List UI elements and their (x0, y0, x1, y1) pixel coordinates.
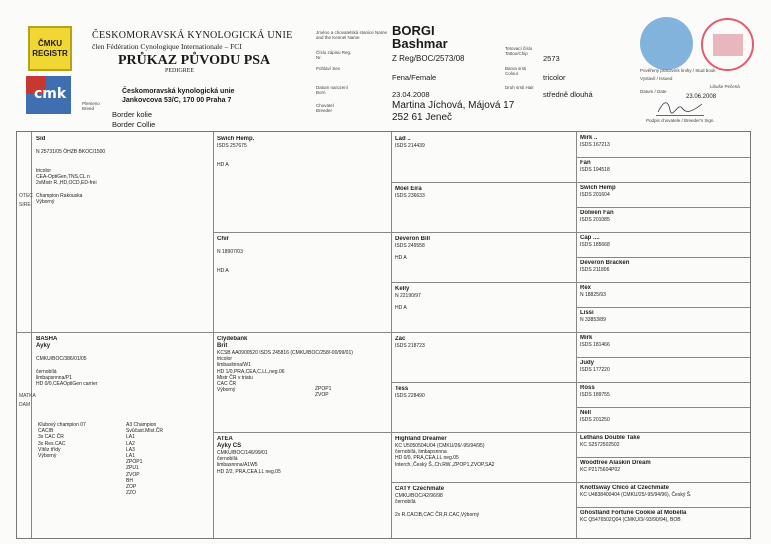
gen4-cell: Knottsway Chico at Czechmate KC U4838400404 (CMKU/25/-95/94/96), Český Š. (580, 485, 692, 498)
breed-cs: Border kolie (112, 110, 153, 119)
cmku-logo-icon: cmk (26, 76, 71, 114)
sire-sire-cell: Swich Hemp. ISDS 257675 HD A (217, 136, 255, 168)
date-label: Datum / Date (640, 89, 667, 94)
gen4-cell: Dolwen Fan ISDS 201085 (580, 210, 614, 223)
dam-titles-right: A3 Champion Svůčast.Mist.ČR LA1 LA2 LA3 LA1 ZPOP1 ZPU1 ZVOP BH ZOP ZZO (126, 422, 163, 497)
breeder-label: Chovatel Breeder (316, 103, 334, 113)
sire-side-label: OTEC SIRE (19, 193, 33, 208)
document-title: PRŮKAZ PŮVODU PSA (118, 53, 271, 68)
colour-label: Barva srsti Colour (505, 66, 527, 76)
gen4-cell: Lissi N 33853/89 (580, 310, 606, 323)
pedigree-table (16, 131, 751, 539)
union-name: ČESKOMORAVSKÁ KYNOLOGICKÁ UNIE (92, 30, 293, 41)
gen4-cell: Ghostland Fortune Cookie at Mobella KC Q5476502Q04 (CMKU/3/-93/90/94), BOB (580, 510, 687, 523)
hair-value: středně dlouhá (543, 90, 593, 99)
tattoo-label: Tetovací číslo Tattoo/Chip (505, 46, 533, 56)
breed-label: Plemeno Breed (82, 101, 100, 111)
fci-membership: člen Fédération Cynologique Internationale – FCI (92, 42, 242, 51)
gen4-cell: Deveron Bracken ISDS 211806 (580, 260, 630, 273)
sex-value: Fena/Female (392, 73, 437, 82)
stud-book-label: Pověřený pracovník knihy / Stud book (640, 68, 716, 73)
signature (656, 98, 704, 116)
document-subtitle: PEDIGREE (165, 68, 194, 74)
ss-sire-cell: Lad .. ISDS 214439 (395, 136, 425, 149)
sd-sire-cell: Deveron Bill ISDS 249558 HD A (395, 236, 431, 262)
dam-cell: BASHA Ayky CMKU/BOC/386/01/05 černobílá limbapsnnna/P1 HD 0/0,CEAOptiGen carrier Klubový champion 07 CACIB 3x CAC ČR 3x Res.CAC Vítěz třídy Výborný A3 Champion Svůčast.Mist.ČR LA1 LA2 LA3 LA1 ZPOP1 ZPU1 ZVOP BH ZOP ZZO (36, 336, 210, 538)
gen4-cell: Nell ISDS 201250 (580, 410, 610, 423)
issued-label: Vystavil / Issued (640, 76, 673, 81)
name-label: Jméno a chovatelská stanice Name and the Kennel Name (316, 30, 388, 40)
gen4-cell: Mirk ISDS 181466 (580, 335, 610, 348)
dam-dam-cell: ATEA Ayky CS CMKU/BOC/146/99/01 černobílá limbasnnna/A1W5 HD 2/2, PRA,CEA,LL neg.05 (217, 436, 281, 475)
dam-sire-cell: Clydebank Brit KCSB AA0900520 ISDS 245816 (CMKU/BOC/258/-00/99/01) tricolor limbaslinna/W1 HD 1/0,PRA,CEA,C,LL,neg.06 Mistr ČR v triatu CAC ČR Výborný ZPOP1 ZVOP (217, 336, 353, 399)
reg-label: Číslo zápisu Reg. Nr. (316, 50, 352, 60)
gen4-cell: Lethans Double Take KC S2572502502 (580, 435, 640, 448)
gen4-cell: Fan ISDS 194518 (580, 160, 610, 173)
gen4-cell: Ross ISDS 189755 (580, 385, 610, 398)
cmku-seal-icon (640, 17, 693, 70)
sire-dam-cell: Chir N 18907/03 HD A (217, 236, 243, 274)
gen4-cell: Swich Hemp ISDS 201604 (580, 185, 616, 198)
gen4-cell: Cap .... ISDS 185668 (580, 235, 610, 248)
sd-dam-cell: Kelly N 22190/97 HD A (395, 286, 421, 312)
dam-side-label: MATKA DAM (19, 393, 36, 408)
ds-dam-cell: Tess ISDS 228490 (395, 386, 425, 399)
hair-label: Druh srsti Hair (505, 85, 534, 90)
gen4-cell: Rex N 18825/93 (580, 285, 606, 298)
tattoo-value: 2573 (543, 54, 560, 63)
gen4-cell: Mirk .. ISDS 167213 (580, 135, 610, 148)
dam-sire-titles: ZPOP1 ZVOP (315, 386, 332, 399)
dam-titles-left: Klubový champion 07 CACIB 3x CAC ČR 3x Res.CAC Vítěz třídy Výborný (38, 422, 86, 460)
sire-cell: Sid N 25731/05 ÖHZB BKOC/1500 tricolor CEA-OptiGen,TNS,CL n 2xMistr R.,HD,OCD,ED-frei Champion Rakouska Výborný (36, 136, 106, 205)
cmku-registr-logo: ČMKU REGISTR (28, 26, 72, 71)
stud-book-stamp-icon (701, 18, 754, 71)
gen4-cell: Woodtree Alaskin Dream KC P2175604P02 (580, 460, 651, 473)
dd-sire-cell: Highland Dreamer KC U5050504U04 (CMKU/26/-95/94/95) černobílá, limbapsnnna HD 0/0, PRA,CEA,LL neg.05 Interch.,Český Š.,Ch.RW.,ZPOP1,ZVOP,SA2 (395, 436, 495, 468)
reg-number: Z Reg/BOC/2573/08 (392, 54, 465, 63)
breed-en: Border Collie (112, 120, 156, 129)
issue-date: 23.06.2008 (686, 94, 717, 100)
gen4-cell: Judy ISDS 177220 (580, 360, 610, 373)
dd-dam-cell: CATY Czechmate CMKU/BOC/42/96/98 černobílá 2x R.CACIB,CAC ČR,R.CAC,Výborný (395, 486, 480, 518)
issuer-name: Libuše Pečená (710, 84, 740, 89)
ds-sire-cell: Zac ISDS 218723 (395, 336, 425, 349)
breeder-signature-label: Podpis chovatele / Breeder's Sign. (646, 118, 715, 123)
ss-dam-cell: Moel Eira ISDS 236633 (395, 186, 425, 199)
colour-value: tricolor (543, 73, 566, 82)
born-label: Datum narození Born (316, 85, 349, 95)
sex-label: Pohlaví Sex (316, 66, 341, 71)
union-address: Českomoravská kynologická unie Jankovcova 53/C, 170 00 Praha 7 (122, 88, 235, 104)
born-value: 23.04.2008 (392, 90, 430, 99)
dog-name: BORGI Bashmar (392, 23, 448, 51)
breeder-owner: Martina Jíchová, Májová 17 252 61 Jeneč (392, 100, 515, 123)
